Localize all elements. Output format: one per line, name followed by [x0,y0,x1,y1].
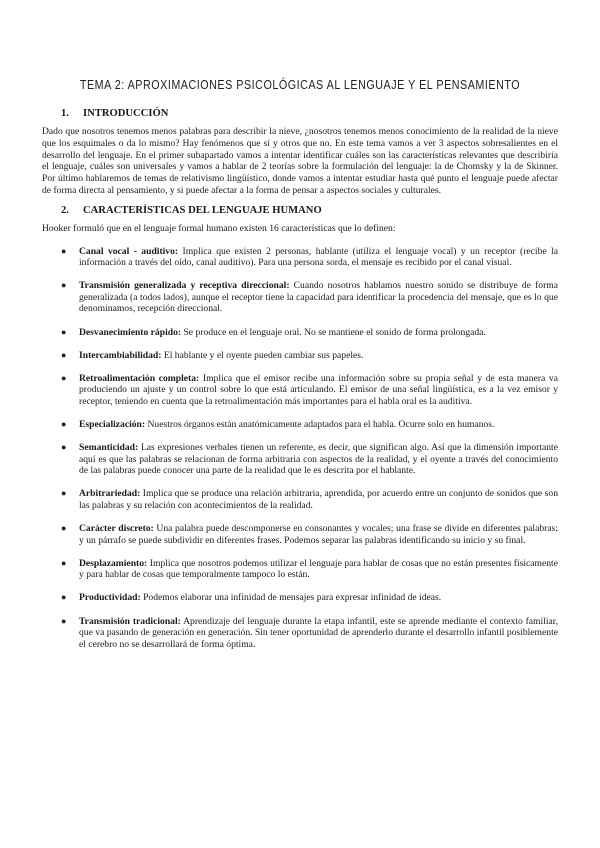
list-item [42,616,558,651]
list-item [42,592,558,604]
feature-text: Cuando nosotros hablamos nuestro sonido se distribuye de forma generalizada (a todos lados), aunque el receptor tiene la capacidad para identificar la procedencia del mensaje, que es lo que denominamos, recepción direccional. [79,280,558,315]
bullet-icon: ● [61,419,67,430]
list-item [42,246,558,269]
feature-term: Carácter discreto: [79,523,154,535]
feature-term: Retroalimentación completa: [79,372,200,384]
list-item [42,327,558,339]
feature-term: Desvanecimiento rápido: [79,326,182,338]
feature-text: Se produce en el lenguaje oral. No se mantiene el sonido de forma prolongada. [181,326,486,338]
bullet-icon: ● [61,372,67,383]
section-title: CARACTERÍSTICAS DEL LENGUAJE HUMANO [83,204,322,216]
bullet-icon: ● [61,280,67,291]
bullet-icon: ● [61,488,67,499]
feature-term: Canal vocal - auditivo: [79,245,179,257]
section-heading [61,205,558,216]
list-item [42,523,558,546]
list-item [42,442,558,477]
features-list [42,246,558,651]
section-number: 2. [61,204,69,216]
bullet-icon: ● [61,592,67,603]
feature-text: Aprendizaje del lenguaje durante la etapa infantil, este se aprende mediante el contexto familiar, que va pasando de generación en generación. Sin tener oportunidad de aprenderlo durante el desarrollo infantil posiblemente el cerebro no se desarrollará de forma óptima. [79,615,558,650]
list-item [42,280,558,315]
intro-paragraph: Dado que nosotros tenemos menos palabras para describir la nieve, ¿nosotros tenemos menos conocimiento de la realidad de la nieve que los esquimales o da lo mismo? Hay fenómenos que sí y otros que no. En este tema vamos a ver 3 aspectos sobresalientes en el desarrollo del lenguaje. En el primer subapartado vamos a intentar identificar cuáles son las características relevantes que describiría el lenguaje, cuáles son universales y vamos a hablar de 2 teorías sobre la formulación del lenguaje: la de Chomsky y la de Skinner. Por último hablaremos de temas de relativismo lingüístico, donde vamos a intentar estudiar hasta qué punto el lenguaje puede afectar de forma directa al pensamiento, y si puede afectar a la forma de pensar a aspectos sociales y culturales. [42,126,558,196]
feature-text: Implica que el emisor recibe una información sobre su propia señal y de esta manera va produciendo un ajuste y un control sobre lo que está articulando. El emisor de una señal lingüística, es a la vez emisor y receptor, teniendo en cuenta que la retroalimentación más importantes para el habla oral es la auditiva. [79,372,558,407]
feature-term: Intercambiabilidad: [79,349,162,361]
list-item [42,350,558,362]
feature-term: Arbitrariedad: [79,488,141,500]
feature-text: Las expresiones verbales tienen un referente, es decir, que significan algo. Así que la dimensión importante aquí es que las palabras se relacionan de forma arbitraria con aspectos de la realidad, y el oyente a través del conocimiento de las palabras puede conocer una parte de la realidad que le es descrita por el hablante. [79,442,558,477]
bullet-icon: ● [61,326,67,337]
feature-text: Implica que existen 2 personas, hablante (utiliza el lenguaje vocal) y un receptor (recibe la información a través del oído, canal auditivo). Para una persona sorda, el mensaje es recibido por el canal visual. [79,245,558,269]
lead-paragraph: Hooker formuló que en el lenguaje formal humano existen 16 características que lo definen: [42,222,396,234]
feature-text: Implica que se produce una relación arbitraria, aprendida, por acuerdo entre un conjunto de sonidos que son las palabras y su relación con acontecimientos de la realidad. [79,488,558,511]
feature-term: Transmisión generalizada y receptiva direccional: [79,280,290,292]
feature-term: Productividad: [79,592,141,604]
bullet-icon: ● [61,557,67,568]
list-item [42,488,558,511]
feature-term: Desplazamiento: [79,557,148,569]
bullet-icon: ● [61,523,67,534]
feature-text: El hablante y el oyente pueden cambiar sus papeles. [161,349,364,361]
section-caracteristicas [42,205,558,651]
feature-text: Una palabra puede descomponerse en consonantes y vocales; una frase se divide en diferentes palabras; y un párrafo se puede subdividir en diferentes frases. Podemos separar las palabras identificando su inicio y su final. [79,523,558,546]
feature-term: Semanticidad: [79,442,139,454]
bullet-icon: ● [61,245,67,256]
section-title: INTRODUCCIÓN [83,108,169,119]
feature-term: Transmisión tradicional: [79,615,181,627]
feature-term: Especialización: [79,419,146,431]
feature-text: Podemos elaborar una infinidad de mensajes para expresar infinidad de ideas. [140,592,442,604]
section-introduccion [42,108,558,197]
list-item [42,419,558,431]
section-number: 1. [61,108,69,119]
bullet-icon: ● [61,442,67,453]
document-title: TEMA 2: APROXIMACIONES PSICOLÓGICAS AL LENGUAJE Y EL PENSAMIENTO [79,78,521,92]
feature-text: Nuestros órganos están anatómicamente adaptados para el habla. Ocurre solo en humanos. [145,419,495,431]
list-item [42,373,558,408]
section-heading [61,108,558,119]
list-item [42,558,558,581]
bullet-icon: ● [61,349,67,360]
bullet-icon: ● [61,615,67,626]
feature-text: Implica que nosotros podemos utilizar el lenguaje para hablar de cosas que no están presentes físicamente y para hablar de cosas que temporalmente tampoco lo están. [79,557,558,581]
